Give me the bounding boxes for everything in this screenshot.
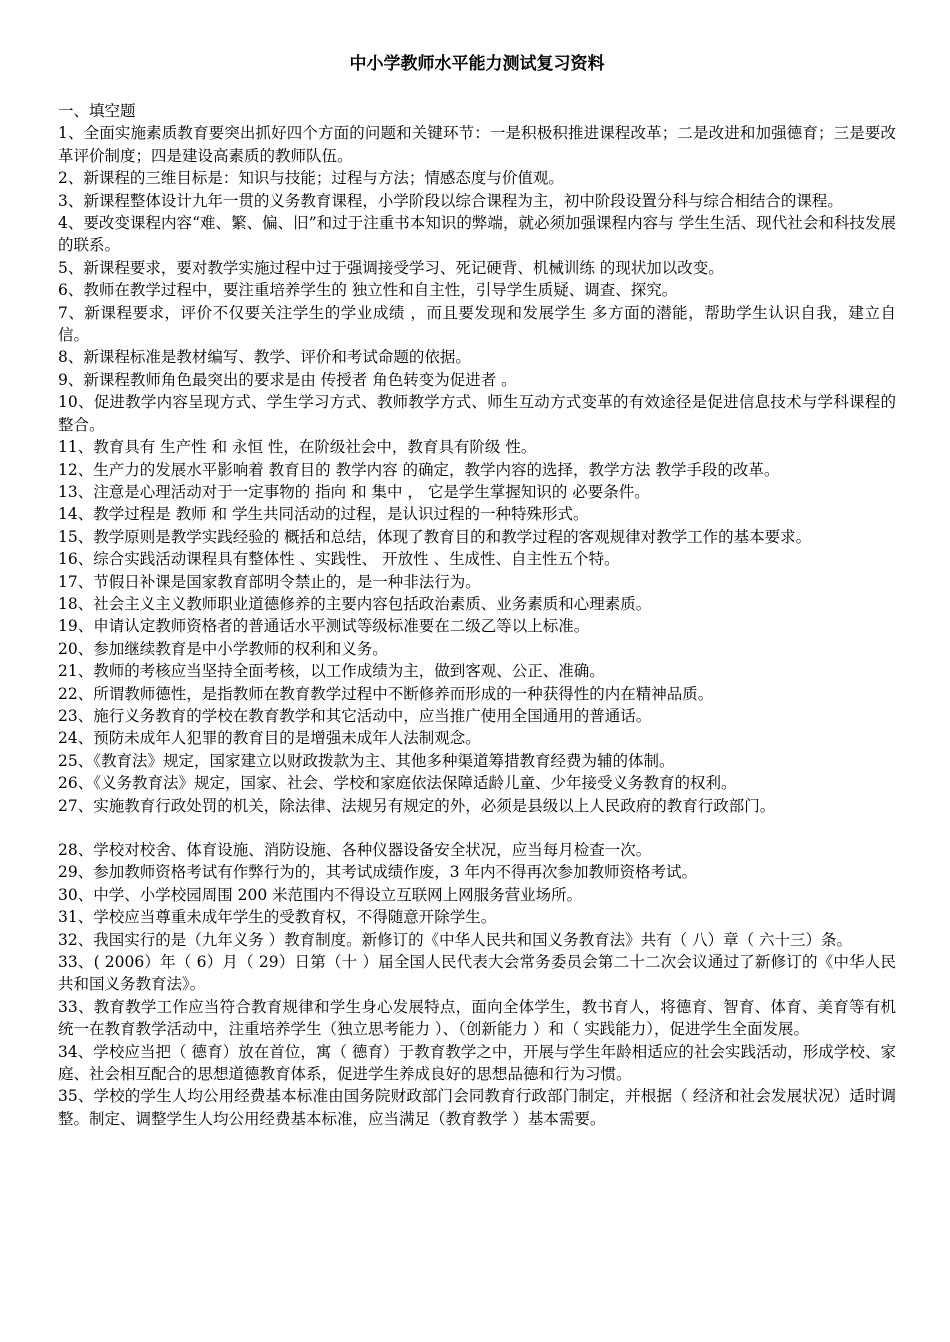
section-heading: 一、填空题 bbox=[58, 102, 136, 120]
list-item: 3、新课程整体设计九年一贯的义务教育课程，小学阶段以综合课程为主，初中阶段设置分科与综合相结合的课程。 bbox=[58, 191, 843, 210]
list-item: 25、《教育法》规定，国家建立以财政拨款为主、其他多种渠道筹措教育经费为辅的体制。 bbox=[58, 751, 675, 770]
list-item: 7、新课程要求，评价不仅要关注学生的学业成绩 ，而且要发现和发展学生 多方面的潜能，帮助学生认识自我，建立自信。 bbox=[58, 303, 896, 345]
list-item: 35、学校的学生人均公用经费基本标准由国务院财政部门会同教育行政部门制定，并根据（ 经济和社会发展状况）适时调整。制定、调整学生人均公用经费基本标准，应当满足（教育教学 ）基本需要。 bbox=[58, 1087, 896, 1128]
list-item: 30、中学、小学校园周围 200 米范围内不得设立互联网上网服务营业场所。 bbox=[58, 885, 583, 904]
list-item: 11、教育具有 生产性 和 永恒 性，在阶级社会中，教育具有阶级 性。 bbox=[58, 438, 537, 457]
list-item: 23、施行义务教育的学校在教育教学和其它活动中，应当推广使用全国通用的普通话。 bbox=[58, 706, 652, 725]
list-item: 21、教师的考核应当坚持全面考核，以工作成绩为主，做到客观、公正、准确。 bbox=[58, 662, 605, 681]
list-item: 32、我国实行的是（九年义务 ）教育制度。新修订的《中华人民共和国义务教育法》共有（ 八）章（ 六十三）条。 bbox=[58, 930, 853, 949]
list-item: 33、教育教学工作应当符合教育规律和学生身心发展特点，面向全体学生，教书育人，将德育、智育、体育、美育等有机统一在教育教学活动中，注重培养学生（独立思考能力 ）、（创新能力 ）和（ 实践能力），促进学生全面发展。 bbox=[58, 997, 896, 1039]
list-item: 28、学校对校舍、体育设施、消防设施、各种仪器设备安全状况，应当每月检查一次。 bbox=[58, 841, 652, 859]
list-item: 33、( 2006）年（ 6）月（ 29）日第（十 ）届全国人民代表大会常务委员会第二十二次会议通过了新修订的《中华人民共和国义务教育法》。 bbox=[58, 953, 896, 994]
list-item: 20、参加继续教育是中小学教师的权利和义务。 bbox=[58, 639, 388, 658]
list-item: 31、学校应当尊重未成年学生的受教育权，不得随意开除学生。 bbox=[58, 908, 497, 927]
list-item: 2、新课程的三维目标是：知识与技能；过程与方法；情感态度与价值观。 bbox=[58, 169, 564, 188]
list-item: 4、要改变课程内容“难、繁、偏、旧”和过于注重书本知识的弊端，就必须加强课程内容与 学生生活、现代社会和科技发展 的联系。 bbox=[58, 214, 896, 255]
list-item: 29、参加教师资格考试有作弊行为的，其考试成绩作废，3 年内不得再次参加教师资格考试。 bbox=[58, 863, 698, 882]
document-title: 中小学教师水平能力测试复习资料 bbox=[349, 54, 605, 74]
list-item: 17、节假日补课是国家教育部明令禁止的，是一种非法行为。 bbox=[58, 572, 481, 591]
question-list bbox=[58, 122, 896, 1130]
list-item: 19、申请认定教师资格者的普通话水平测试等级标准要在二级乙等以上标准。 bbox=[58, 617, 590, 636]
list-item: 14、教学过程是 教师 和 学生共同活动的过程，是认识过程的一种特殊形式。 bbox=[58, 505, 589, 524]
list-item: 26、《义务教育法》规定，国家、社会、学校和家庭依法保障适龄儿童、少年接受义务教育的权利。 bbox=[58, 774, 737, 793]
list-item: 27、实施教育行政处罚的机关，除法律、法规另有规定的外，必须是县级以上人民政府的教育行政部门。 bbox=[58, 796, 776, 815]
list-item: 24、预防未成年人犯罪的教育目的是增强未成年人法制观念。 bbox=[58, 729, 481, 748]
list-item: 6、教师在教学过程中，要注重培养学生的 独立性和自主性，引导学生质疑、调查、探究。 bbox=[58, 281, 678, 300]
list-item: 12、生产力的发展水平影响着 教育目的 教学内容 的确定，教学内容的选择，教学方法 教学手段的改革。 bbox=[58, 460, 780, 479]
list-item: 16、综合实践活动课程具有整体性 、实践性、 开放性 、生成性、自主性五个特。 bbox=[58, 550, 620, 569]
list-item: 18、社会主义主义教师职业道德修养的主要内容包括政治素质、业务素质和心理素质。 bbox=[58, 594, 652, 613]
list-item: 22、所谓教师德性，是指教师在教育教学过程中不断修养而形成的一种获得性的内在精神品质。 bbox=[58, 684, 714, 703]
list-item: 1、全面实施素质教育要突出抓好四个方面的问题和关键环节：一是积极积推进课程改革；二是改进和加强德育；三是要改革评价制度；四是建设高素质的教师队伍。 bbox=[58, 124, 896, 165]
list-item: 15、教学原则是教学实践经验的 概括和总结，体现了教育目的和教学过程的客观规律对教学工作的基本要求。 bbox=[58, 527, 812, 546]
list-item: 8、新课程标准是教材编写、教学、评价和考试命题的依据。 bbox=[58, 348, 471, 367]
list-item: 10、促进教学内容呈现方式、学生学习方式、教师教学方式、师生互动方式变革的有效途径是促进信息技术与学科课程的整合。 bbox=[58, 393, 896, 434]
list-item: 13、注意是心理活动对于一定事物的 指向 和 集中 ， 它是学生掌握知识的 必要条件。 bbox=[58, 482, 650, 501]
list-item: 9、新课程教师角色最突出的要求是由 传授者 角色转变为促进者 。 bbox=[58, 370, 517, 389]
list-item: 34、学校应当把（ 德育）放在首位，寓（ 德育）于教育教学之中，开展与学生年龄相适应的社会实践活动，形成学校、家庭、社会相互配合的思想道德教育体系，促进学生养成良好的思想品德和行为习惯。 bbox=[58, 1042, 896, 1084]
list-item: 5、新课程要求，要对教学实施过程中过于强调接受学习、死记硬背、机械训练 的现状加以改变。 bbox=[58, 258, 724, 277]
